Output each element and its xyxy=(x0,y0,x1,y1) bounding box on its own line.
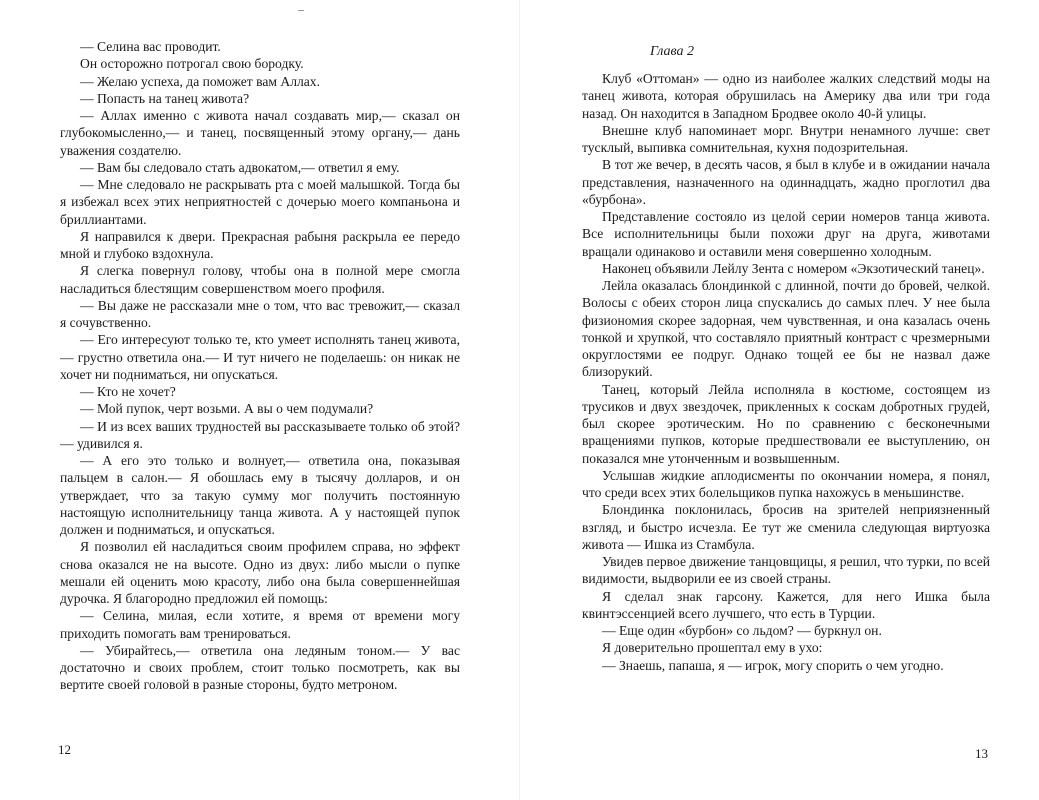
paragraph: — Селина, милая, если хотите, я время от времени могу приходить помогать вам тренироваться. xyxy=(60,608,460,641)
paragraph: Я доверительно прошептал ему в ухо: xyxy=(602,640,823,656)
paragraph: — А его это только и волнует,— ответила она, показывая пальцем в салон.— Я обошлась ему в тысячу долларов, и он утверждает, что за такую сумму мог получить постоянную настоящую исполнительницу танца живота. А у настоящей пупок должен и подниматься, и опускаться. xyxy=(60,453,460,537)
paragraph: Я слегка повернул голову, чтобы она в полной мере смогла насладиться блестящим совершенством моего профиля. xyxy=(60,263,460,296)
paragraph: — Аллах именно с живота начал создавать мир,— сказал он глубокомысленно,— и танец, посвященный этому органу,— дань уважения создателю. xyxy=(60,108,460,158)
paragraph: Клуб «Оттоман» — одно из наиболее жалких следствий моды на танец живота, которая обрушилась на Америку два или три года назад. Он находится в Западном Бродвее около 40-й улицы. xyxy=(582,71,990,121)
paragraph: Я позволил ей насладиться своим профилем справа, но эффект снова оказался не на высоте. Одно из двух: либо мысли о пупке мешали ей оценить мою красоту, либо она была совершеннейшая дурочка. Я благородно предложил ей помощь: xyxy=(60,539,460,606)
paragraph: Танец, который Лейла исполняла в костюме, состоящем из трусиков и двух звездочек, прикленных к соскам добротных грудей, был скорее эротическим. Но по сравнению с бесконечными вращениями пупков, которые предшествовали ее выступлению, он показался мне утонченным и возвышенным. xyxy=(582,381,990,466)
paragraph: Он осторожно потрогал свою бородку. xyxy=(80,56,304,72)
paragraph: Внешне клуб напоминает морг. Внутри ненамного лучше: свет тусклый, выпивка сомнительная, кухня подозрительная. xyxy=(582,122,990,155)
chapter-title: Глава 2 xyxy=(650,44,694,59)
paragraph: — Попасть на танец живота? xyxy=(80,90,250,106)
paragraph: Представление состояло из целой серии номеров танца живота. Все исполнительницы были похожи друг на друга, животами вращали одинаково и оставили меня совершенно холодным. xyxy=(582,209,990,259)
paragraph: Услышав жидкие аплодисменты по окончании номера, я понял, что среди всех этих болельщиков пупка нахожусь в меньшинстве. xyxy=(582,467,990,500)
paragraph: В тот же вечер, в десять часов, я был в клубе и в ожидании начала представления, назначенного на одиннадцать, жадно проглотил два «бурбона». xyxy=(582,157,990,207)
paragraph: — Знаешь, папаша, я — игрок, могу спорить о чем угодно. xyxy=(602,657,944,673)
right-text-column xyxy=(582,70,990,674)
paragraph: — И из всех ваших трудностей вы рассказываете только об этой? — удивился я. xyxy=(60,418,460,451)
paragraph: — Кто не хочет? xyxy=(80,384,176,399)
paragraph: — Селина вас проводит. xyxy=(80,39,221,54)
paragraph: Блондинка поклонилась, бросив на зрителей неприязненный взгляд, и быстро исчезла. Ее тут же сменила следующая виртуозка живота — Ишка из Стамбула. xyxy=(582,502,990,552)
paragraph: Лейла оказалась блондинкой с длинной, почти до бровей, челкой. Волосы с обеих сторон лица спускались до самых плеч. У нее была физиономия скорее задорная, чем чувственная, и она казалась очень тонкой и хрупкой, что составляло приятный контраст с чрезмерными округлостями ее подруг. Однако тощей ее бы не назвал даже близорукий. xyxy=(582,278,990,380)
page-number: 12 xyxy=(58,742,71,757)
paragraph: Я направился к двери. Прекрасная рабыня раскрыла ее передо мной и глубоко вздохнула. xyxy=(60,228,460,261)
paragraph: — Его интересуют только те, кто умеет исполнять танец живота,— грустно ответила она.— И тут ничего не поделаешь: он никак не хочет ни подниматься, ни опускаться. xyxy=(60,332,460,382)
page-number: 13 xyxy=(975,746,988,761)
paragraph: — Еще один «бурбон» со льдом? — буркнул он. xyxy=(602,623,882,638)
right-page xyxy=(520,0,1039,800)
paragraph: Я сделал знак гарсону. Кажется, для него Ишка была квинтэссенцией всего лучшего, что есть в Турции. xyxy=(582,588,990,621)
paragraph: — Вы даже не рассказали мне о том, что вас тревожит,— сказал я сочувственно. xyxy=(60,297,460,330)
paragraph: — Убирайтесь,— ответила она ледяным тоном.— У вас достаточно и своих проблем, стоит только посмотреть, как вы вертите своей головой в разные стороны, будто метроном. xyxy=(60,642,460,693)
paragraph: — Мне следовало не раскрывать рта с моей малышкой. Тогда бы я избежал всех этих неприятностей с дочерью моего компаньона и бриллиантами. xyxy=(60,177,460,227)
left-text-column xyxy=(60,38,460,694)
paragraph: Наконец объявили Лейлу Зента с номером «Экзотический танец». xyxy=(602,260,985,276)
paragraph: — Желаю успеха, да поможет вам Аллах. xyxy=(80,73,320,89)
paragraph: Увидев первое движение танцовщицы, я решил, что турки, по всей видимости, выдворили ее из своей страны. xyxy=(582,554,991,587)
paragraph: — Мой пупок, черт возьми. А вы о чем подумали? xyxy=(80,401,374,417)
paragraph: — Вам бы следовало стать адвокатом,— ответил я ему. xyxy=(80,159,400,175)
